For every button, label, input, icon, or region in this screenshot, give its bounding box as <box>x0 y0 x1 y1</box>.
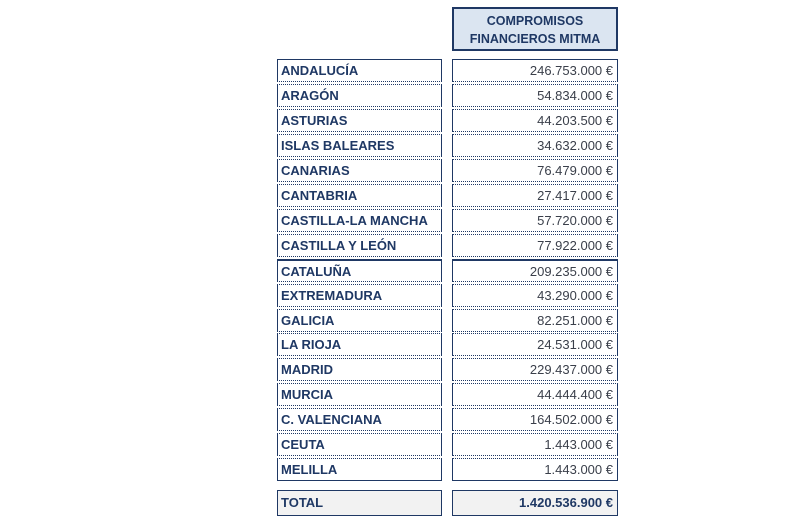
region-name: EXTREMADURA <box>277 284 442 307</box>
region-value: 54.834.000 € <box>452 84 618 107</box>
region-value: 76.479.000 € <box>452 159 618 182</box>
region-value: 1.443.000 € <box>452 458 618 481</box>
region-name: GALICIA <box>277 309 442 332</box>
region-name: LA RIOJA <box>277 333 442 356</box>
region-name: MELILLA <box>277 458 442 481</box>
region-name: CASTILLA Y LEÓN <box>277 234 442 257</box>
region-value: 34.632.000 € <box>452 134 618 157</box>
region-value: 82.251.000 € <box>452 309 618 332</box>
region-name: CANTABRIA <box>277 184 442 207</box>
region-value: 229.437.000 € <box>452 358 618 381</box>
region-value: 44.203.500 € <box>452 109 618 132</box>
region-name: CASTILLA-LA MANCHA <box>277 209 442 232</box>
region-value: 164.502.000 € <box>452 408 618 431</box>
column-header: COMPROMISOS FINANCIEROS MITMA <box>452 7 618 51</box>
region-value: 57.720.000 € <box>452 209 618 232</box>
region-name: MADRID <box>277 358 442 381</box>
region-name: CANARIAS <box>277 159 442 182</box>
region-name: CEUTA <box>277 433 442 456</box>
region-value: 27.417.000 € <box>452 184 618 207</box>
region-name: ASTURIAS <box>277 109 442 132</box>
region-value: 24.531.000 € <box>452 333 618 356</box>
total-label: TOTAL <box>277 490 442 516</box>
region-name: ISLAS BALEARES <box>277 134 442 157</box>
region-name: ARAGÓN <box>277 84 442 107</box>
total-value: 1.420.536.900 € <box>452 490 618 516</box>
region-value: 44.444.400 € <box>452 383 618 406</box>
region-name: ANDALUCÍA <box>277 59 442 82</box>
region-value: 209.235.000 € <box>452 259 618 282</box>
region-value: 77.922.000 € <box>452 234 618 257</box>
region-name: MURCIA <box>277 383 442 406</box>
region-value: 43.290.000 € <box>452 284 618 307</box>
region-value: 1.443.000 € <box>452 433 618 456</box>
region-name: CATALUÑA <box>277 259 442 282</box>
region-value: 246.753.000 € <box>452 59 618 82</box>
region-name: C. VALENCIANA <box>277 408 442 431</box>
